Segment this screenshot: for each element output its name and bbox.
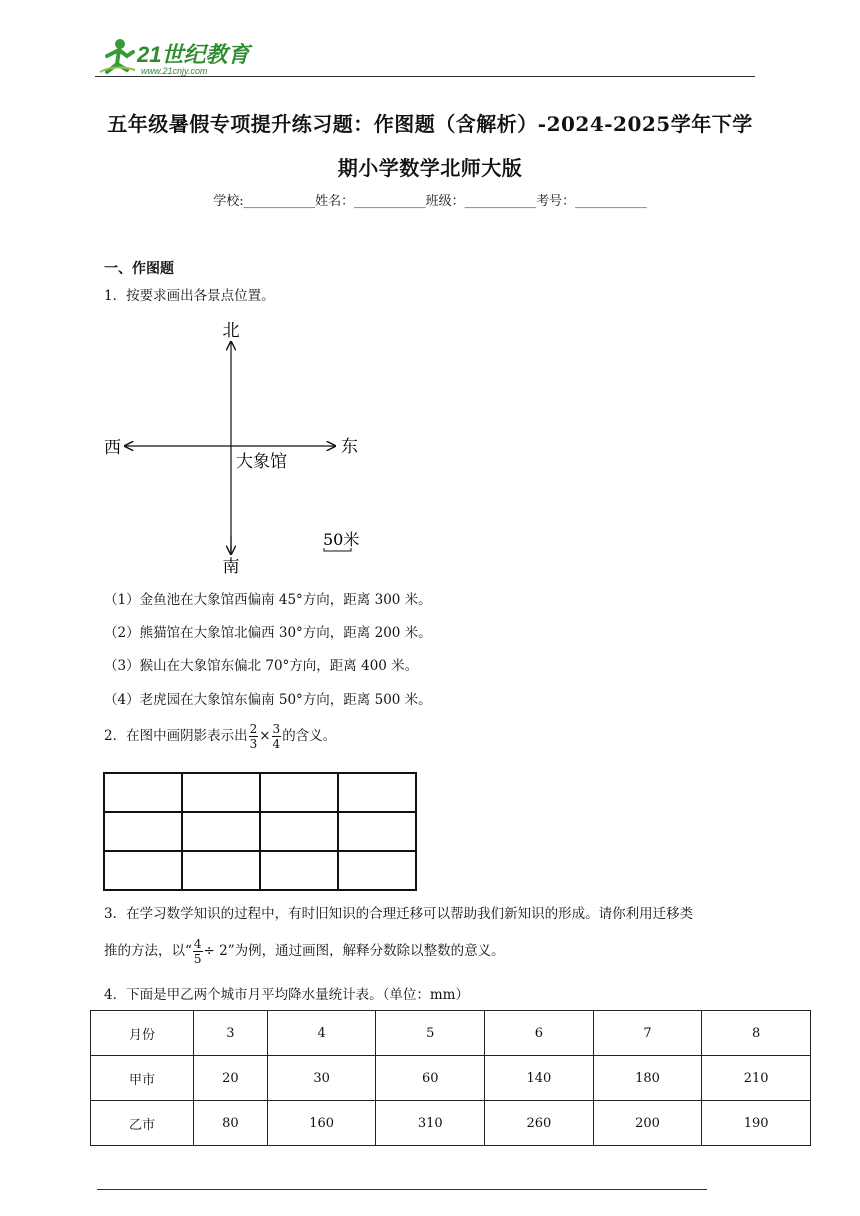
table-header-cell: 6 <box>485 1011 594 1056</box>
grid-cell[interactable] <box>104 812 182 851</box>
table-cell: 甲市 <box>91 1056 194 1101</box>
table-header-cell: 3 <box>194 1011 268 1056</box>
rainfall-table <box>90 1010 811 1146</box>
table-cell: 20 <box>194 1056 268 1101</box>
table-cell: 乙市 <box>91 1101 194 1146</box>
west-label: 西 <box>104 438 121 458</box>
table-cell: 80 <box>194 1101 268 1146</box>
grid-cell[interactable] <box>104 851 182 890</box>
fraction-4-5: $\frac{4}{5}$ <box>193 937 202 966</box>
table-cell: 140 <box>485 1056 594 1101</box>
times-sign: × <box>259 728 271 744</box>
table-row <box>91 1101 811 1146</box>
grid-cell[interactable] <box>182 773 260 812</box>
grid-cell[interactable] <box>338 773 416 812</box>
table-cell: 160 <box>267 1101 376 1146</box>
east-label: 东 <box>341 437 358 457</box>
fraction-2-3: $\frac{2}{3}$ <box>249 722 258 751</box>
footer-divider <box>97 1189 707 1190</box>
table-cell: 260 <box>485 1101 594 1146</box>
question-4-text: 4．下面是甲乙两个城市月平均降水量统计表。（单位：mm） <box>104 987 469 1003</box>
south-label: 南 <box>222 557 240 577</box>
compass-diagram <box>95 316 385 578</box>
north-label: 北 <box>222 321 240 341</box>
table-cell: 30 <box>267 1056 376 1101</box>
question-2-prefix: 2．在图中画阴影表示出 <box>104 728 248 744</box>
question-3-line1: 3．在学习数学知识的过程中，有时旧知识的合理迁移可以帮助我们新知识的形成。请你利用迁移类 <box>104 906 694 922</box>
grid-cell[interactable] <box>260 773 338 812</box>
table-header-cell: 月份 <box>91 1011 194 1056</box>
sub-question-3: （3）猴山在大象馆东偏北 70°方向，距离 400 米。 <box>104 658 419 674</box>
student-info-fields: 学校:___________姓名：___________班级：___________考号：___________ <box>213 194 647 209</box>
table-header-row <box>91 1011 811 1056</box>
page-title-line1: 五年级暑假专项提升练习题：作图题（含解析）-2024-2025学年下学 <box>107 112 753 136</box>
shading-grid <box>103 772 417 891</box>
question-2-text <box>104 722 336 751</box>
table-cell: 190 <box>702 1101 811 1146</box>
grid-cell[interactable] <box>260 851 338 890</box>
runner-logo-icon <box>95 34 265 80</box>
section-title: 一、作图题 <box>104 261 174 277</box>
table-row <box>91 1056 811 1101</box>
scale-label: 50米 <box>323 530 360 549</box>
sub-question-1: （1）金鱼池在大象馆西偏南 45°方向，距离 300 米。 <box>104 592 432 608</box>
logo <box>95 34 265 80</box>
sub-question-2: （2）熊猫馆在大象馆北偏西 30°方向，距离 200 米。 <box>104 625 432 641</box>
grid-cell[interactable] <box>182 812 260 851</box>
grid-cell[interactable] <box>182 851 260 890</box>
page-title-line2: 期小学数学北师大版 <box>337 156 523 180</box>
svg-text:21世纪教育: 21世纪教育 <box>137 42 250 67</box>
center-label: 大象馆 <box>236 452 287 472</box>
grid-cell[interactable] <box>338 851 416 890</box>
question-3-line2: 推的方法，以“ $\frac{4}{5}$ ÷ 2”为例，通过画图，解释分数除以整数的意义。 <box>104 937 505 966</box>
grid-cell[interactable] <box>260 812 338 851</box>
table-header-cell: 7 <box>593 1011 702 1056</box>
table-cell: 210 <box>702 1056 811 1101</box>
grid-cell[interactable] <box>104 773 182 812</box>
sub-question-4: （4）老虎园在大象馆东偏南 50°方向，距离 500 米。 <box>104 692 432 708</box>
table-cell: 200 <box>593 1101 702 1146</box>
svg-text:www.21cnjy.com: www.21cnjy.com <box>141 66 208 76</box>
grid-cell[interactable] <box>338 812 416 851</box>
table-header-cell: 4 <box>267 1011 376 1056</box>
header-divider <box>95 76 755 77</box>
table-header-cell: 5 <box>376 1011 485 1056</box>
question-1-text: 1．按要求画出各景点位置。 <box>104 288 275 304</box>
table-header-cell: 8 <box>702 1011 811 1056</box>
table-cell: 60 <box>376 1056 485 1101</box>
question-2-suffix: 的含义。 <box>282 728 337 744</box>
fraction-3-4: $\frac{3}{4}$ <box>272 722 281 751</box>
table-cell: 180 <box>593 1056 702 1101</box>
table-cell: 310 <box>376 1101 485 1146</box>
